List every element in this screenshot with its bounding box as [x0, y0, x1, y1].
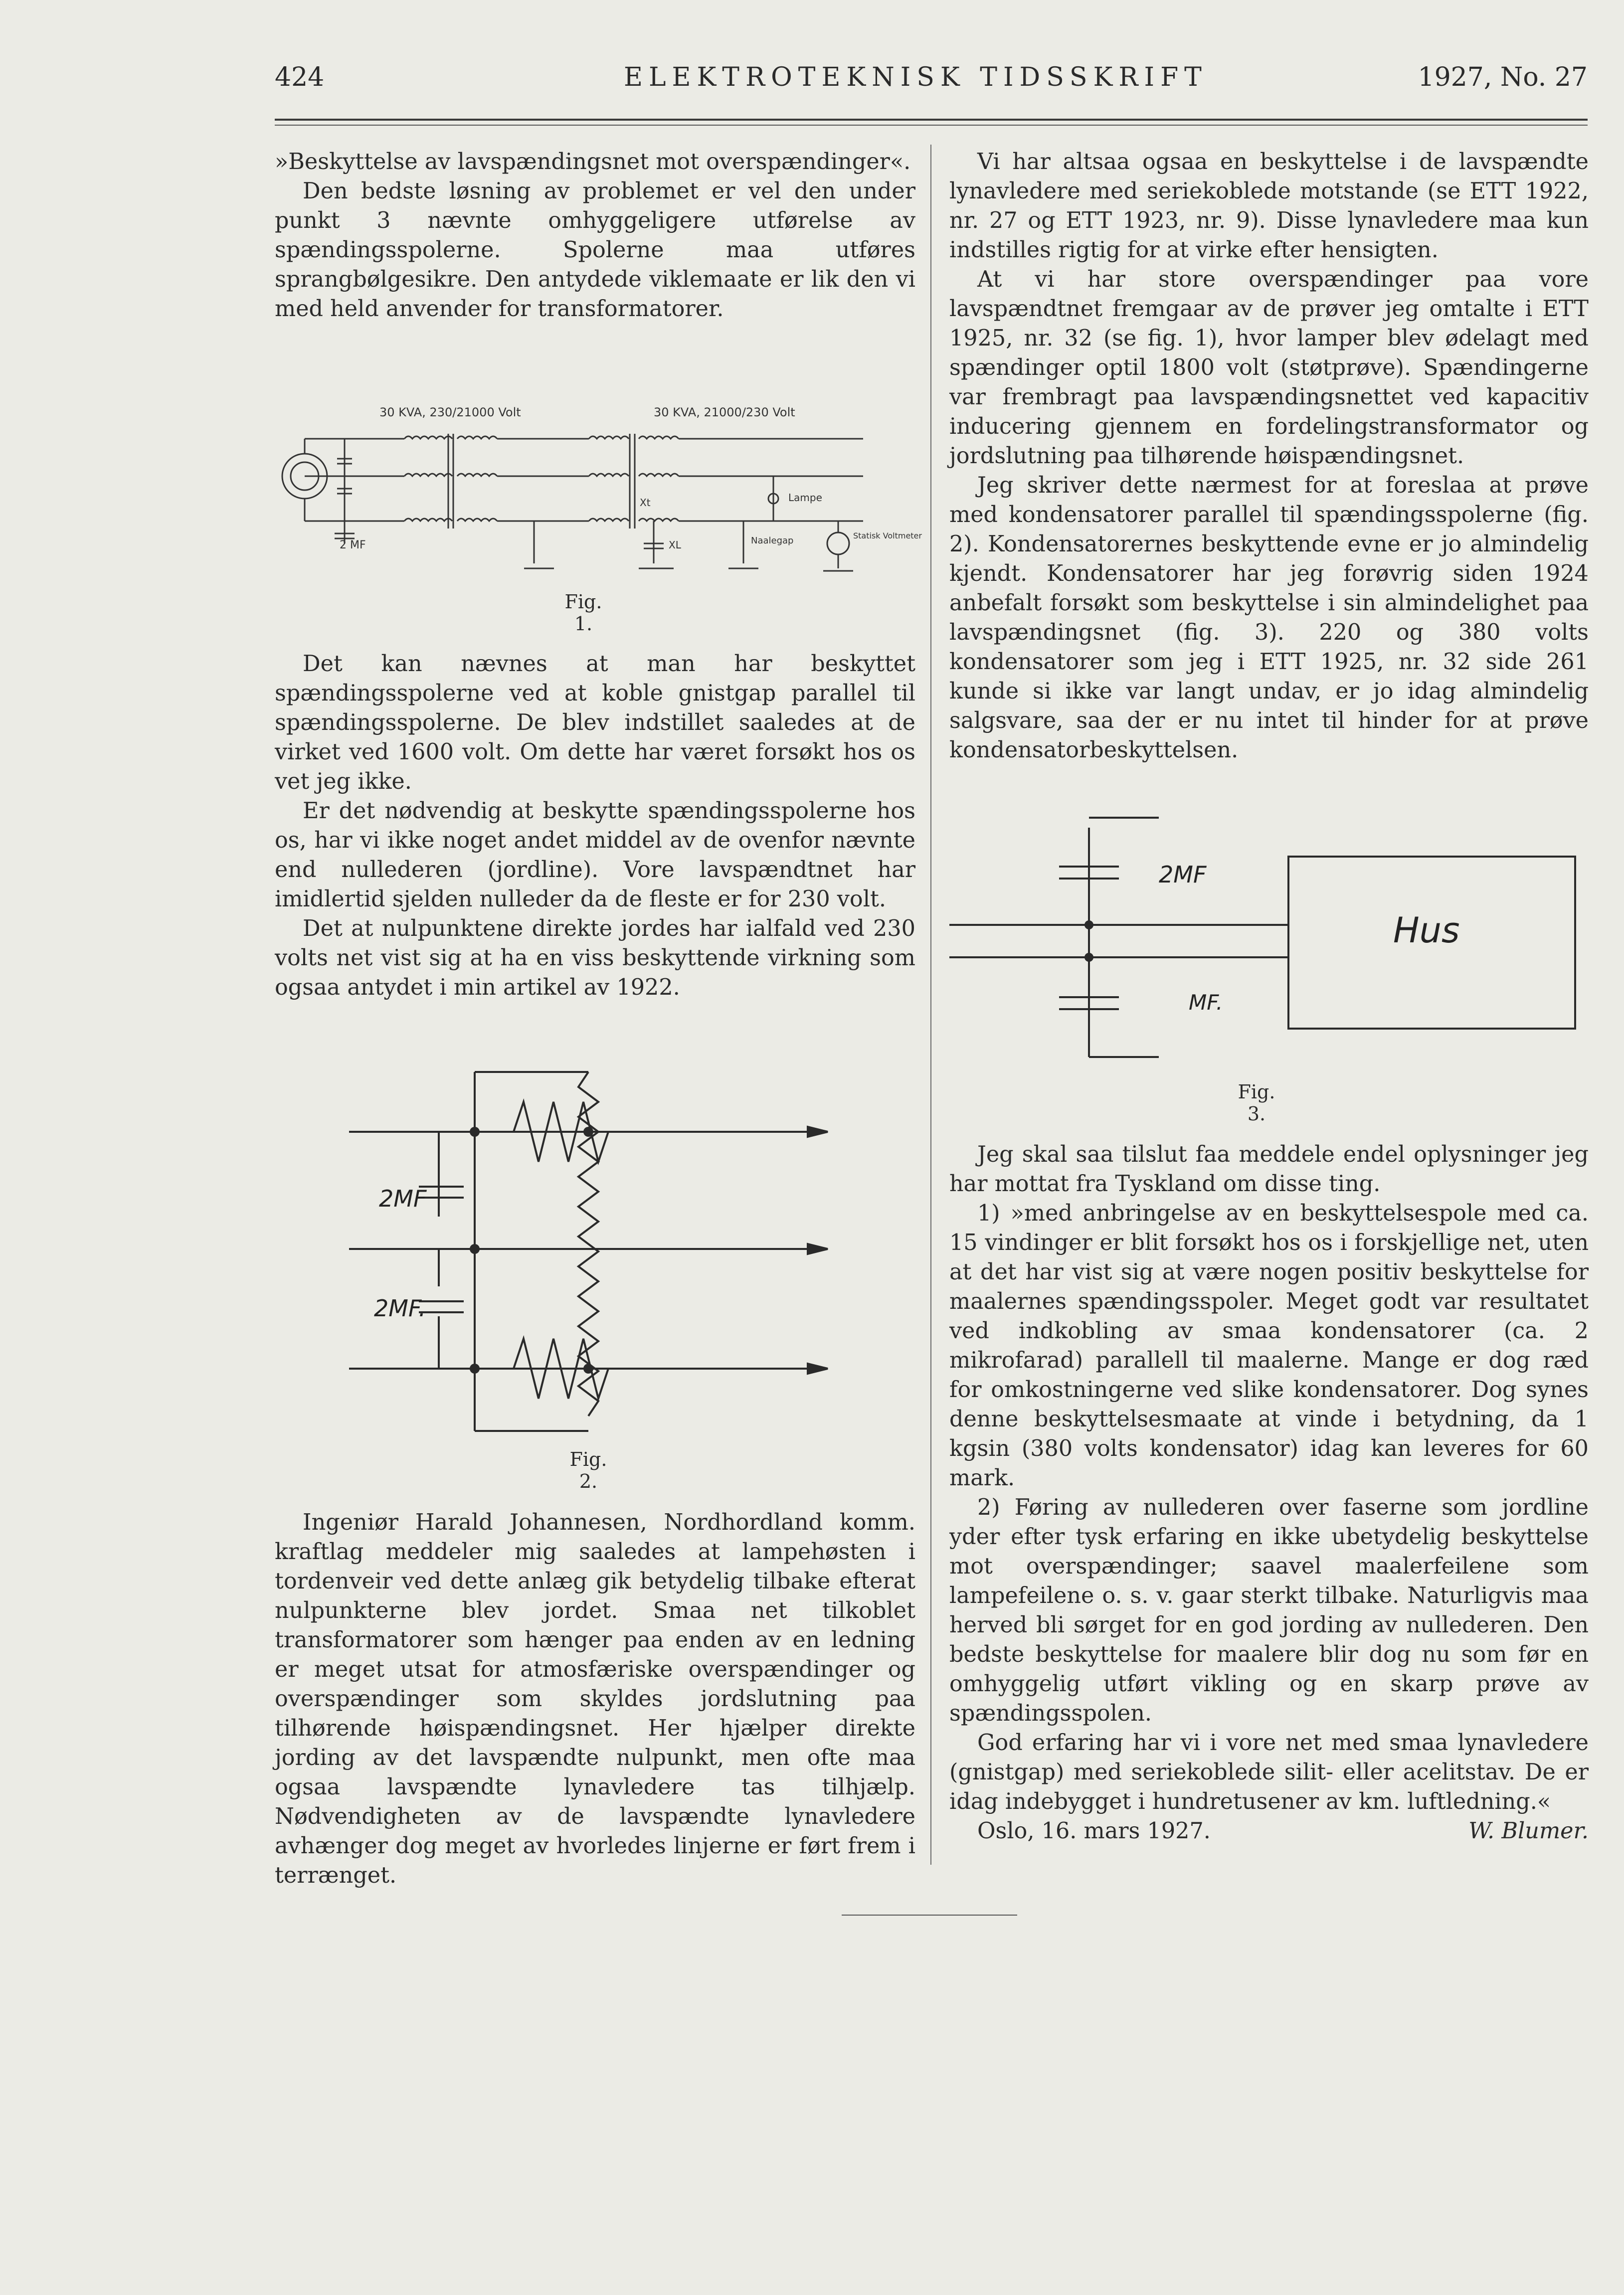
- figure-1-circuit: [275, 399, 922, 598]
- paragraph: God erfaring har vi i vore net med smaa lynavledere (gnistgap) med seriekoblede silit- eller acelitstav. De er idag indebygget i hundretusener av km. luftledning.«: [949, 1730, 1589, 1814]
- journal-title: ELEKTROTEKNISK TIDSSKRIFT: [624, 62, 1208, 92]
- dateline-paragraph: [949, 1816, 1589, 1846]
- paragraph: Ingeniør Harald Johannesen, Nordhordland komm. kraftlag meddeler mig saaledes at lampehøsten i tordenveir ved dette anlæg gik betydelig tilbake efterat nulpunkterne blev jordet. Smaa net tilkoblet transformatorer som hænger paa enden av en ledning er meget utsat for atmosfæriske overspændinger og overspændinger som skyldes jordslutning paa tilhørende høispændingsnet. Her hjælper direkte jording av det lavspændte nulpunkt, men ofte maa ogsaa lavspændte lynavledere tas tilhjælp. Nødvendigheten av de lavspændte lynavledere avhænger dog meget av hvorledes linjerne er ført frem i terrænget.: [275, 1510, 915, 1888]
- fig3-label-cap-bottom: MF.: [1189, 990, 1223, 1015]
- header-rule: [275, 119, 1588, 121]
- fig1-label-gap: Naalegap: [751, 535, 794, 546]
- figure-2-circuit: [349, 1067, 838, 1446]
- fig1-label-xl: XL: [669, 539, 681, 551]
- fig2-label-cap-top: 2MF: [379, 1185, 427, 1212]
- left-text-block-2: [275, 649, 915, 1002]
- fig1-label-capacitor: 2 MF: [340, 539, 366, 551]
- figure-3-caption: Fig. 3.: [1238, 1081, 1275, 1125]
- paragraph: Er det nødvendig at beskytte spændingsspolerne hos os, har vi ikke noget andet middel av de ovenfor nævnte end nullederen (jordline). Vore lavspændtnet har imidlertid sjelden nulleder da de fleste er for 230 volt.: [275, 798, 915, 912]
- right-text-block-2: [949, 1140, 1589, 1846]
- paragraph: Vi har altsaa ogsaa en beskyttelse i de lavspændte lynavledere med seriekoblede motstande (se ETT 1922, nr. 27 og ETT 1923, nr. 9). Disse lynavledere maa kun indstilles rigtig for at virke efter hensigten.: [949, 149, 1589, 263]
- dateline: Oslo, 16. mars 1927.: [977, 1818, 1211, 1844]
- paragraph: 1) »med anbringelse av en beskyttelsespole med ca. 15 vindinger er blit forsøkt hos os i forskjellige net, uten at det har vist sig at være nogen positiv beskyttelse for maalernes spændingsspoler. Meget godt var resultatet ved indkobling av smaa kondensatorer (ca. 2 mikrofarad) parallell til maalerne. Mange er dog ræd for omkostningerne ved slike kondensatorer. Dog synes denne beskyttelsesmaate at vinde i betydning, da 1 kgsin (380 volts kondensator) idag kan leveres for 60 mark.: [949, 1201, 1589, 1491]
- fig3-label-house: Hus: [1393, 910, 1460, 951]
- fig1-label-transformer2: 30 KVA, 21000/230 Volt: [654, 405, 795, 419]
- figure-3-circuit: [949, 808, 1588, 1087]
- paragraph: At vi har store overspændinger paa vore lavspændtnet fremgaar av de prøver jeg omtalte i ETT 1925, nr. 32 (se fig. 1), hvor lamper blev ødelagt med spændinger optil 1800 volt (støtprøve). Spændingerne var frembragt paa lavspændingsnettet ved kapacitiv inducering gjennem en fordelingstransformator og jordslutning paa tilhørende høispændingsnet.: [949, 267, 1589, 469]
- fig2-label-cap-bottom: 2MF.: [374, 1295, 426, 1322]
- paragraph: »Beskyttelse av lavspændingsnet mot overspændinger«.: [275, 149, 911, 175]
- fig3-label-cap-top: 2MF: [1159, 861, 1207, 888]
- left-text-block-3: [275, 1508, 915, 1890]
- page-header: [275, 62, 1588, 102]
- fig1-label-transformer1: 30 KVA, 230/21000 Volt: [379, 405, 521, 419]
- page-number: 424: [275, 62, 325, 92]
- end-rule: [842, 1915, 1017, 1916]
- fig1-label-voltmeter: Statisk Voltmeter: [853, 531, 922, 540]
- paragraph: Jeg skal saa tilslut faa meddele endel oplysninger jeg har mottat fra Tyskland om disse ting.: [949, 1142, 1589, 1197]
- figure-1-caption: Fig. 1.: [564, 591, 602, 635]
- header-rule-thin: [275, 125, 1588, 126]
- paragraph: 2) Føring av nullederen over faserne som jordline yder efter tysk erfaring en ikke ubetydelig beskyttelse mot overspændinger; saavel maalerfeilene som lampefeilene o. s. v. gaar sterkt tilbake. Naturligvis maa herved bli sørget for en god jording av nullederen. Den bedste beskyttelse for maalere blir dog nu som før en omhyggelig utført vikling og en skarp prøve av spændingsspolen.: [949, 1495, 1589, 1726]
- signature: W. Blumer.: [1468, 1818, 1589, 1844]
- paragraph: Det kan nævnes at man har beskyttet spændingsspolerne ved at koble gnistgap parallel til spændingsspolerne. De blev indstillet saaledes at de virket ved 1600 volt. Om dette har været forsøkt hos os vet jeg ikke.: [275, 651, 915, 794]
- right-text-block-1: [949, 147, 1589, 765]
- issue-label: 1927, No. 27: [1418, 62, 1588, 92]
- paragraph: Den bedste løsning av problemet er vel den under punkt 3 nævnte omhyggeligere utførelse av spændingsspolerne. Spolerne maa utføres sprangbølgesikre. Den antydede viklemaate er lik den vi med held anvender for transformatorer.: [275, 178, 915, 322]
- fig1-label-xt: Xt: [640, 497, 651, 509]
- fig1-label-lamp: Lampe: [788, 492, 822, 504]
- left-text-block-1: [275, 147, 915, 324]
- paragraph: Det at nulpunktene direkte jordes har ialfald ved 230 volts net vist sig at ha en viss beskyttende virkning som ogsaa antydet i min artikel av 1922.: [275, 916, 915, 1000]
- figure-2-caption: Fig. 2.: [569, 1448, 607, 1492]
- paragraph: Jeg skriver dette nærmest for at foreslaa at prøve med kondensatorer parallel til spændingsspolerne (fig. 2). Kondensatorernes beskyttende evne er jo almindelig kjendt. Kondensatorer har jeg forøvrig siden 1924 anbefalt forsøkt som beskyttelse i sin almindelighet paa lavspændingsnet (fig. 3). 220 og 380 volts kondensatorer som jeg i ETT 1925, nr. 32 side 261 kunde si ikke var langt undav, er jo idag almindelig salgsvare, saa der er nu intet til hinder for at prøve kondensatorbeskyttelsen.: [949, 473, 1589, 763]
- column-divider: [930, 145, 931, 1865]
